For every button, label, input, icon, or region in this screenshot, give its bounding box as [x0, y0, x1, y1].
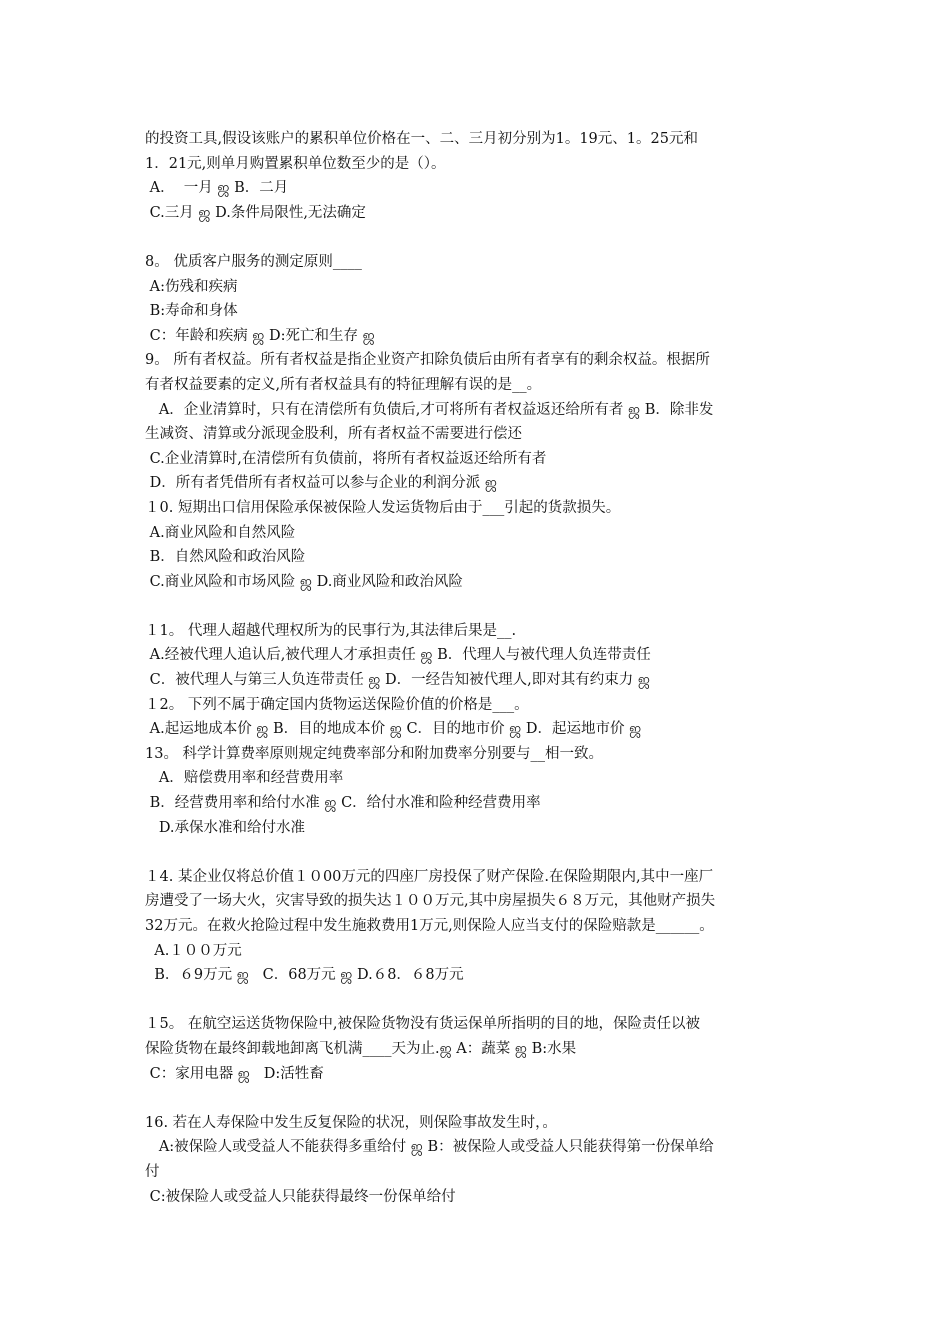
question-line: １5。 在航空运送货物保险中,被保险货物没有货运保单所指明的目的地，保险责任以被: [145, 1016, 700, 1033]
text-line: 生减资、清算或分派现金股利，所有者权益不需要进行偿还: [145, 426, 522, 443]
text-line: 保险货物在最终卸载地卸离飞机满____天为止.ஜ A：蔬菜 ஜ B:水果: [145, 1040, 577, 1057]
text-line: 有者权益要素的定义,所有者权益具有的特征理解有误的是__。: [145, 376, 542, 393]
option-line: A.起运地成本价 ஜ B．目的地成本价 ஜ C．目的地市价 ஜ D．起运地市价 ஜ: [145, 721, 642, 738]
option-line: C：家用电器 ஜ D:活牲畜: [145, 1065, 324, 1082]
option-line: A.１００万元: [145, 942, 242, 959]
question-line: 16. 若在人寿保险中发生反复保险的状况，则保险事故发生时，。: [145, 1114, 557, 1131]
option-line: A．赔偿费用率和经营费用率: [145, 770, 344, 787]
blank-line: [145, 594, 810, 619]
question-line: １2。 下列不属于确定国内货物运送保险价值的价格是___。: [145, 696, 529, 713]
blank-line: [145, 988, 810, 1013]
blank-line: [145, 225, 810, 250]
blank-line: [145, 840, 810, 865]
question-line: １4. 某企业仅将总价值１０00万元的四座厂房投保了财产保险.在保险期限内,其中一座厂: [145, 868, 714, 885]
question-line: 9。 所有者权益。所有者权益是指企业资产扣除负债后由所有者享有的剩余权益。根据所: [145, 352, 710, 369]
text-line: 房遭受了一场大火，灾害导致的损失达１００万元,其中房屋损失６８万元，其他财产损失: [145, 893, 716, 910]
question-line: 8。 优质客户服务的测定原则____: [145, 253, 362, 270]
option-line: A.商业风险和自然风险: [145, 524, 296, 541]
option-line: A．企业清算时，只有在清偿所有负债后,才可将所有者权益返还给所有者 ஜ B．除非发: [145, 401, 714, 418]
option-line: C：年龄和疾病 ஜ D:死亡和生存 ஜ: [145, 327, 375, 344]
option-line: C.三月 ஜ D.条件局限性,无法确定: [145, 204, 366, 221]
blank-line: [145, 1086, 810, 1111]
option-line: C.商业风险和市场风险 ஜ D.商业风险和政治风险: [145, 573, 463, 590]
option-line: C．被代理人与第三人负连带责任 ஜ D．一经告知被代理人,即对其有约束力 ஜ: [145, 672, 650, 689]
option-line: B．自然风险和政治风险: [145, 549, 306, 566]
question-line: １1。 代理人超越代理权所为的民事行为,其法律后果是__.: [145, 622, 517, 639]
option-line: B:寿命和身体: [145, 303, 238, 320]
option-line: C.企业清算时,在清偿所有负债前，将所有者权益返还给所有者: [145, 450, 547, 467]
option-line: A.经被代理人追认后,被代理人才承担责任 ஜ B．代理人与被代理人负连带责任: [145, 647, 651, 664]
option-line: A． 一月 ஜ B．二月: [145, 180, 289, 197]
option-line: A:被保险人或受益人不能获得多重给付 ஜ B：被保险人或受益人只能获得第一份保单给: [145, 1139, 714, 1156]
question-line: １0. 短期出口信用保险承保被保险人发运货物后由于___引起的货款损失。: [145, 499, 621, 516]
option-line: D．所有者凭借所有者权益可以参与企业的利润分派 ஜ: [145, 475, 497, 492]
option-line: B．６9万元 ஜ C．68万元 ஜ D.６8．６8万元: [145, 967, 464, 984]
option-line: D.承保水准和给付水准: [145, 819, 306, 836]
text-line: 1．21元,则单月购置累积单位数至少的是（）。: [145, 155, 446, 172]
text-line: 付: [145, 1163, 160, 1180]
document-body: [145, 127, 810, 1209]
text-line: 的投资工具,假设该账户的累积单位价格在一、二、三月初分别为1。19元、1。25元和: [145, 131, 698, 147]
option-line: A:伤残和疾病: [145, 278, 238, 295]
option-line: B．经营费用率和给付水准 ஜ C．给付水准和险种经营费用率: [145, 795, 541, 812]
text-line: 32万元。在救火抢险过程中发生施救费用1万元,则保险人应当支付的保险赔款是______。: [145, 918, 714, 934]
option-line: C:被保险人或受益人只能获得最终一份保单给付: [145, 1188, 456, 1205]
question-line: 13。 科学计算费率原则规定纯费率部分和附加费率分别要与__相一致。: [145, 745, 604, 762]
